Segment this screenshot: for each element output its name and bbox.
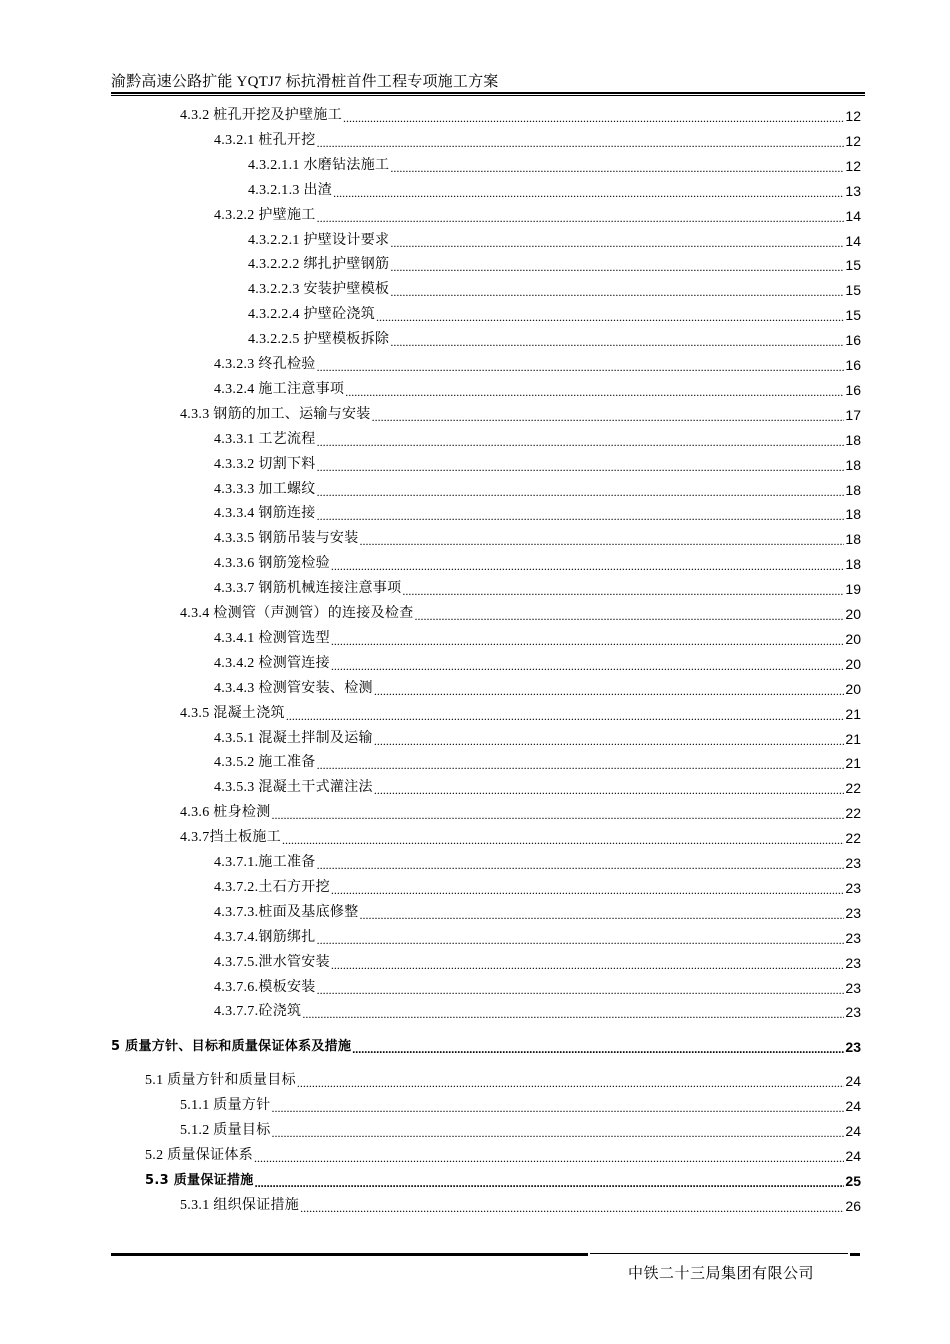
toc-entry[interactable] (248, 226, 861, 250)
toc-leader-dots (317, 933, 845, 947)
toc-leader-dots (272, 1101, 845, 1115)
toc-leader-dots (376, 310, 844, 324)
toc-leader-dots (300, 1201, 844, 1215)
toc-entry[interactable] (214, 674, 861, 698)
toc-entry[interactable] (180, 400, 861, 424)
toc-leader-dots (415, 609, 845, 623)
toc-page-number: 12 (845, 108, 861, 124)
toc-entry-title: 5.1.1 质量方针 (180, 1098, 271, 1114)
toc-page-number: 23 (845, 879, 861, 896)
toc-leader-dots (331, 659, 845, 673)
toc-entry[interactable] (214, 574, 861, 598)
toc-leader-dots (297, 1076, 845, 1090)
toc-entry[interactable] (214, 375, 861, 399)
toc-entry[interactable] (214, 350, 861, 374)
toc-entry[interactable] (248, 300, 861, 324)
toc-page-number: 26 (845, 1197, 861, 1214)
toc-leader-dots (402, 584, 844, 598)
toc-page-number: 24 (845, 1098, 861, 1115)
toc-entry[interactable] (214, 450, 861, 474)
toc-leader-dots (317, 485, 845, 499)
toc-entry[interactable] (214, 773, 861, 797)
toc-entry[interactable] (214, 649, 861, 673)
toc-page-number: 21 (845, 730, 861, 747)
toc-page-number: 22 (845, 780, 861, 797)
toc-entry-title: 4.3.2.1 桩孔开挖 (214, 132, 316, 148)
toc-leader-dots (374, 734, 845, 748)
toc-entry[interactable] (248, 250, 861, 274)
toc-leader-dots (317, 136, 845, 150)
toc-entry-title: 5.3.1 组织保证措施 (180, 1197, 300, 1213)
toc-leader-dots (374, 684, 845, 698)
toc-page-number: 18 (845, 481, 861, 498)
toc-leader-dots (254, 1151, 844, 1165)
toc-leader-dots (272, 1126, 845, 1140)
toc-leader-dots (343, 111, 844, 125)
toc-entry-title: 4.3.2.4 施工注意事项 (214, 381, 345, 397)
toc-entry[interactable] (214, 624, 861, 648)
toc-leader-dots (360, 534, 845, 548)
toc-entry-title: 5.1 质量方针和质量目标 (145, 1073, 296, 1089)
toc-page-number: 13 (845, 182, 861, 199)
toc-page-number: 15 (845, 282, 861, 299)
toc-entry-title: 4.3.2.2.1 护壁设计要求 (248, 232, 390, 248)
toc-leader-dots (331, 634, 845, 648)
toc-entry[interactable] (248, 275, 861, 299)
toc-entry-title: 4.3.5 混凝土浇筑 (180, 705, 285, 721)
toc-entry[interactable] (180, 1116, 861, 1140)
toc-page-number: 23 (845, 855, 861, 871)
toc-entry[interactable] (214, 973, 861, 997)
toc-entry-title: 4.3.7.5.泄水管安装 (214, 954, 330, 970)
toc-entry[interactable] (145, 1141, 861, 1165)
toc-entry-title: 4.3.2.1.3 出渣 (248, 182, 333, 198)
toc-leader-dots (317, 758, 845, 772)
toc-leader-dots (317, 460, 845, 474)
toc-entry[interactable] (214, 201, 861, 225)
toc-page-number: 24 (845, 1073, 861, 1090)
toc-entry-title: 4.3.4.1 检测管选型 (214, 630, 330, 646)
toc-entry[interactable] (248, 325, 861, 349)
toc-entry-title: 4.3.6 桩身检测 (180, 805, 271, 821)
toc-page-number: 23 (845, 904, 861, 921)
toc-entry[interactable] (214, 724, 861, 748)
toc-leader-dots (374, 783, 845, 797)
toc-page-number: 18 (845, 556, 861, 573)
toc-leader-dots (317, 360, 845, 374)
toc-leader-dots (331, 559, 845, 573)
toc-entry[interactable] (180, 798, 861, 822)
toc-entry[interactable] (214, 948, 861, 972)
header-rule (111, 92, 865, 94)
toc-leader-dots (317, 858, 845, 872)
toc-entry[interactable] (145, 1166, 861, 1190)
toc-leader-dots (282, 833, 844, 847)
toc-page-number: 16 (845, 357, 861, 373)
toc-entry-title: 4.3.7.7.砼浇筑 (214, 1004, 302, 1020)
toc-page-number: 25 (845, 1172, 861, 1189)
toc-entry[interactable] (214, 923, 861, 947)
toc-entry-title: 4.3.7.1.施工准备 (214, 855, 316, 870)
toc-entry-title: 4.3.5.3 混凝土干式灌注法 (214, 780, 373, 796)
toc-leader-dots (390, 236, 844, 250)
toc-entry-title: 4.3.5.1 混凝土拌制及运输 (214, 730, 373, 746)
toc-entry-title: 4.3.2.2.2 绑扎护壁钢筋 (248, 257, 390, 273)
toc-entry-title: 4.3.2.3 终孔检验 (214, 357, 316, 372)
toc-entry[interactable] (180, 1191, 861, 1215)
toc-entry[interactable] (180, 823, 861, 847)
toc-page-number: 20 (845, 680, 861, 697)
toc-leader-dots (317, 435, 845, 449)
toc-entry-title: 4.3.4.3 检测管安装、检测 (214, 680, 373, 696)
toc-leader-dots (390, 335, 844, 349)
toc-page-number: 23 (845, 1039, 861, 1056)
toc-page-number: 18 (845, 431, 861, 448)
toc-entry[interactable] (214, 748, 861, 772)
toc-leader-dots (317, 509, 845, 523)
toc-page-number: 18 (845, 506, 861, 523)
toc-leader-dots (286, 709, 845, 723)
toc-entry[interactable] (248, 151, 861, 175)
toc-leader-dots (345, 385, 844, 399)
toc-page-number: 19 (845, 581, 861, 598)
toc-leader-dots (302, 1007, 844, 1021)
toc-leader-dots (272, 808, 845, 822)
toc-entry[interactable] (145, 1066, 861, 1090)
toc-entry[interactable] (214, 997, 861, 1021)
toc-page-number: 20 (845, 630, 861, 647)
toc-entry-title: 4.3.7.6.模板安装 (214, 979, 316, 995)
toc-entry[interactable] (214, 549, 861, 573)
toc-entry[interactable] (214, 499, 861, 523)
toc-entry-title: 5.3 质量保证措施 (145, 1172, 254, 1188)
toc-entry-title: 4.3.3.7 钢筋机械连接注意事项 (214, 581, 402, 597)
toc-entry-title: 4.3.3.1 工艺流程 (214, 431, 316, 447)
toc-leader-dots (255, 1176, 845, 1190)
toc-entry-title: 4.3.3 钢筋的加工、运输与安装 (180, 406, 371, 422)
toc-page-number: 23 (845, 1004, 861, 1021)
toc-entry[interactable] (180, 101, 861, 125)
toc-entry[interactable] (180, 599, 861, 623)
toc-entry-title: 5.1.2 质量目标 (180, 1123, 271, 1138)
toc-page-number: 23 (845, 954, 861, 971)
toc-entry-title: 4.3.4.2 检测管连接 (214, 655, 330, 671)
toc-entry-title: 4.3.3.4 钢筋连接 (214, 506, 316, 522)
toc-leader-dots (331, 958, 845, 972)
toc-entry-title: 4.3.7挡土板施工 (180, 830, 281, 846)
toc-leader-dots (360, 908, 845, 922)
toc-entry-title: 4.3.7.4.钢筋绑扎 (214, 929, 316, 945)
toc-entry[interactable] (214, 126, 861, 150)
toc-leader-dots (352, 1042, 844, 1056)
toc-entry-title: 4.3.2.2.3 安装护壁模板 (248, 282, 390, 298)
toc-leader-dots (390, 285, 844, 299)
toc-page-number: 15 (845, 307, 861, 324)
toc-page-number: 18 (845, 456, 861, 473)
toc-entry[interactable] (214, 848, 861, 872)
toc-page-number: 24 (845, 1123, 861, 1139)
footer-rule-end (850, 1253, 860, 1256)
header-rule-thin (111, 95, 865, 96)
toc-page-number: 23 (845, 929, 861, 946)
toc-page-number: 23 (845, 979, 861, 996)
toc-entry-title: 4.3.2 桩孔开挖及护壁施工 (180, 108, 342, 123)
toc-entry[interactable] (111, 1032, 861, 1056)
toc-leader-dots (317, 983, 845, 997)
footer-rule-thin (590, 1253, 848, 1254)
toc-page-number: 14 (845, 232, 861, 249)
toc-entry-title: 4.3.3.6 钢筋笼检验 (214, 556, 330, 572)
toc-entry[interactable] (214, 425, 861, 449)
footer-company: 中铁二十三局集团有限公司 (628, 1266, 815, 1282)
toc-entry-title: 4.3.3.5 钢筋吊装与安装 (214, 531, 359, 547)
toc-entry[interactable] (248, 176, 861, 200)
toc-page-number: 12 (845, 157, 861, 174)
toc-page-number: 12 (845, 132, 861, 149)
toc-entry-title: 5.2 质量保证体系 (145, 1147, 253, 1163)
toc-entry-title: 4.3.3.2 切割下料 (214, 456, 316, 472)
toc-leader-dots (331, 883, 845, 897)
toc-entry[interactable] (214, 898, 861, 922)
toc-leader-dots (390, 260, 844, 274)
toc-entry-title: 4.3.7.2.土石方开挖 (214, 879, 330, 895)
toc-leader-dots (390, 161, 844, 175)
toc-entry-title: 4.3.4 检测管（声测管）的连接及检查 (180, 606, 414, 621)
toc-page-number: 16 (845, 381, 861, 398)
toc-entry[interactable] (180, 1091, 861, 1115)
toc-entry-title: 5 质量方针、目标和质量保证体系及措施 (111, 1039, 352, 1055)
toc-page-number: 18 (845, 531, 861, 548)
toc-page-number: 22 (845, 805, 861, 822)
toc-page-number: 14 (845, 207, 861, 224)
page-header-title: 渝黔高速公路扩能 YQTJ7 标抗滑桩首件工程专项施工方案 (111, 74, 499, 90)
toc-entry[interactable] (214, 524, 861, 548)
toc-entry-title: 4.3.2.1.1 水磨钻法施工 (248, 157, 390, 173)
toc-page-number: 15 (845, 257, 861, 274)
toc-page-number: 16 (845, 332, 861, 349)
toc-page-number: 21 (845, 705, 861, 722)
toc-leader-dots (317, 211, 845, 225)
toc-entry[interactable] (214, 873, 861, 897)
toc-page-number: 20 (845, 655, 861, 672)
toc-leader-dots (333, 186, 844, 200)
toc-entry-title: 4.3.5.2 施工准备 (214, 755, 316, 771)
toc-entry-title: 4.3.3.3 加工螺纹 (214, 481, 316, 497)
toc-page-number: 22 (845, 830, 861, 847)
toc-entry-title: 4.3.2.2.5 护壁模板拆除 (248, 332, 390, 348)
toc-leader-dots (372, 410, 845, 424)
footer-rule (111, 1253, 588, 1256)
toc-page-number: 21 (845, 755, 861, 772)
toc-page-number: 20 (845, 606, 861, 622)
toc-entry-title: 4.3.7.3.桩面及基底修整 (214, 904, 359, 920)
toc-page-number: 17 (845, 406, 861, 423)
toc-entry[interactable] (180, 699, 861, 723)
toc-entry[interactable] (214, 475, 861, 499)
toc-entry-title: 4.3.2.2 护壁施工 (214, 207, 316, 223)
toc-page-number: 24 (845, 1147, 861, 1164)
toc-entry-title: 4.3.2.2.4 护壁砼浇筑 (248, 307, 375, 323)
